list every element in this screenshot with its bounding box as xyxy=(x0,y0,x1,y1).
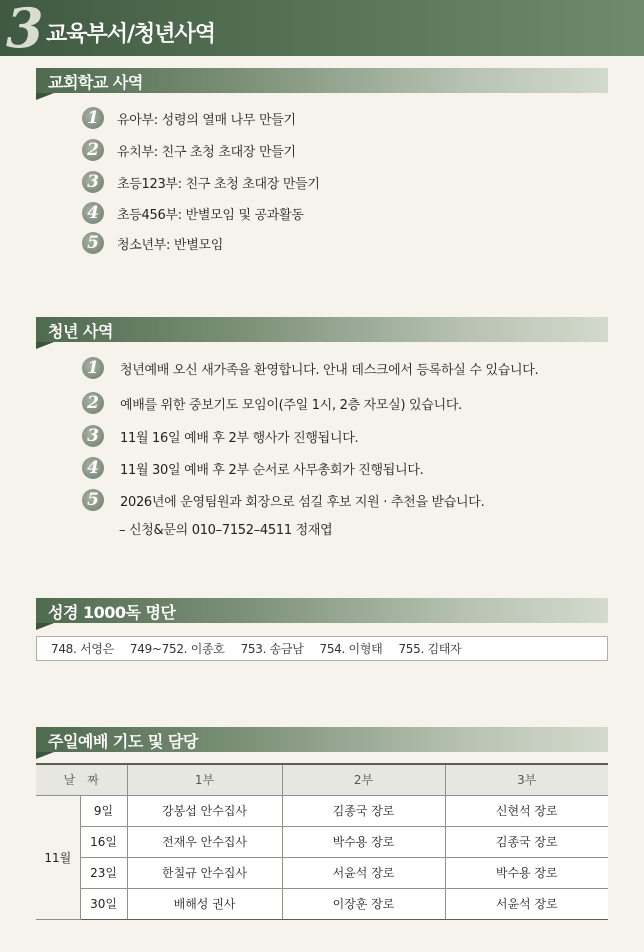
list-item-text: 청소년부: 반별모임 xyxy=(117,237,223,253)
list-item-text: 예배를 위한 중보기도 모임이(주일 1시, 2층 자모실) 있습니다. xyxy=(120,397,462,413)
reader-entry: 753. 송금남 xyxy=(240,642,304,656)
service-2-cell: 서윤석 장로 xyxy=(282,857,445,888)
service-3-cell: 서윤석 장로 xyxy=(445,888,608,919)
list-item-text: 11월 30일 예배 후 2부 순서로 사무총회가 진행됩니다. xyxy=(120,462,424,478)
column-header-service-2: 2부 xyxy=(282,764,445,795)
number-badge: 3 xyxy=(82,171,104,193)
table-header-row xyxy=(36,764,608,795)
reader-entry: 754. 이형태 xyxy=(319,642,383,656)
list-item-text: 초등123부: 친구 초청 초대장 만들기 xyxy=(117,176,320,192)
day-cell: 23일 xyxy=(80,857,127,888)
section-title: 청년 사역 xyxy=(48,322,113,341)
list-item-text: 유아부: 성령의 열매 나무 만들기 xyxy=(117,112,296,128)
section-title: 주일예배 기도 및 담당 xyxy=(48,732,198,751)
service-1-cell: 전재우 안수집사 xyxy=(127,826,282,857)
table-row xyxy=(36,795,608,826)
list-item xyxy=(82,357,538,379)
day-cell: 9일 xyxy=(80,795,127,826)
list-item xyxy=(82,457,423,479)
number-badge: 2 xyxy=(82,139,104,161)
column-header-date: 날 짜 xyxy=(36,764,127,795)
list-item xyxy=(82,107,296,129)
list-item xyxy=(82,392,462,414)
service-2-cell: 박수용 장로 xyxy=(282,826,445,857)
prayer-schedule-table xyxy=(36,763,608,920)
column-header-service-3: 3부 xyxy=(445,764,608,795)
section-header-bible-reading xyxy=(36,598,608,623)
service-1-cell: 배해성 권사 xyxy=(127,888,282,919)
number-badge: 1 xyxy=(82,357,104,379)
service-3-cell: 신현석 장로 xyxy=(445,795,608,826)
section-title: 성경 1000독 명단 xyxy=(48,603,176,622)
number-badge: 4 xyxy=(82,202,104,224)
list-item xyxy=(82,202,304,224)
list-item-text: 유치부: 친구 초청 초대장 만들기 xyxy=(117,144,296,160)
section-header-church-school xyxy=(36,68,608,93)
column-header-service-1: 1부 xyxy=(127,764,282,795)
bible-reading-list xyxy=(36,636,608,661)
service-2-cell: 김종국 장로 xyxy=(282,795,445,826)
section-header-prayer xyxy=(36,727,608,752)
reader-entry: 755. 김태자 xyxy=(398,642,462,656)
number-badge: 1 xyxy=(82,107,104,129)
list-item xyxy=(82,139,296,161)
list-item-text: 11월 16일 예배 후 2부 행사가 진행됩니다. xyxy=(120,430,359,446)
month-cell: 11월 xyxy=(36,795,80,919)
contact-note: – 신청&문의 010–7152–4511 정재엽 xyxy=(119,523,333,538)
page-title: 교육부서/청년사역 xyxy=(46,22,216,47)
reader-entry: 748. 서영은 xyxy=(51,642,114,656)
list-item-text: 초등456부: 반별모임 및 공과활동 xyxy=(117,207,304,223)
list-item xyxy=(82,489,484,511)
section-header-youth xyxy=(36,317,608,342)
list-item xyxy=(82,232,223,254)
day-cell: 30일 xyxy=(80,888,127,919)
service-1-cell: 강봉섭 안수집사 xyxy=(127,795,282,826)
list-item-text: 청년예배 오신 새가족을 환영합니다. 안내 데스크에서 등록하실 수 있습니다. xyxy=(120,362,539,378)
number-badge: 3 xyxy=(82,425,104,447)
number-badge: 2 xyxy=(82,392,104,414)
number-badge: 5 xyxy=(82,232,104,254)
number-badge: 5 xyxy=(82,489,104,511)
reader-entry: 749~752. 이종호 xyxy=(129,642,225,656)
list-item xyxy=(82,425,358,447)
service-3-cell: 박수용 장로 xyxy=(445,857,608,888)
service-2-cell: 이장훈 장로 xyxy=(282,888,445,919)
number-badge: 4 xyxy=(82,457,104,479)
page-header xyxy=(0,0,644,60)
table-row xyxy=(36,857,608,888)
list-item-text: 2026년에 운영팀원과 회장으로 섬길 후보 지원 · 추천을 받습니다. xyxy=(120,494,485,510)
table-row xyxy=(36,888,608,919)
day-cell: 16일 xyxy=(80,826,127,857)
page-number: 3 xyxy=(6,0,44,60)
service-3-cell: 김종국 장로 xyxy=(445,826,608,857)
service-1-cell: 한칠규 안수집사 xyxy=(127,857,282,888)
section-title: 교회학교 사역 xyxy=(48,73,143,92)
list-item xyxy=(82,171,320,193)
table-row xyxy=(36,826,608,857)
